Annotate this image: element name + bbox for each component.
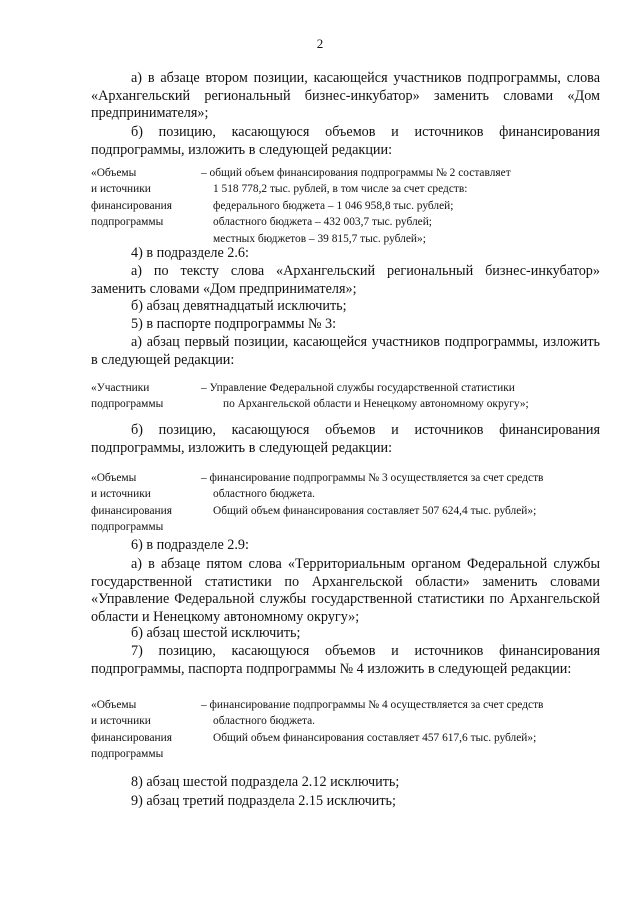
table-left-line: и источники — [91, 183, 151, 196]
table-right-line: Общий объем финансирования составляет 457 617,6 тыс. рублей»; — [213, 731, 537, 744]
paragraph-b3: б) позицию, касающуюся объемов и источников финансирования подпрограммы, изложить в следующей редакции: — [91, 422, 600, 456]
paragraph-item7: 7) позицию, касающуюся объемов и источников финансирования подпрограммы, паспорта подпрограммы № 4 изложить в следующей редакции: — [91, 643, 600, 677]
table-right-cell — [201, 697, 616, 746]
table-left-line: «Объемы — [91, 699, 137, 711]
table-left-line: финансирования — [91, 731, 172, 744]
paragraph-a2: а) по тексту слова «Архангельский региональный бизнес-инкубатор» заменить словами «Дом предпринимателя»; — [91, 263, 600, 297]
table-right-line: Общий объем финансирования составляет 507 624,4 тыс. рублей»; — [213, 504, 537, 517]
paragraph-a4: а) в абзаце пятом слова «Территориальным органом Федеральной службы государственной статистики по Архангельской области» заменить словами «Управление Федеральной службы государственной статистики по Архангельской области и Ненецкому автономному округу»; — [91, 556, 600, 625]
table-left-line: и источники — [91, 488, 151, 501]
table-left-line: «Объемы — [91, 167, 137, 179]
table-right-line: – общий объем финансирования подпрограммы № 2 составляет — [201, 167, 511, 179]
table-left-cell — [91, 165, 199, 231]
table-left-line: подпрограммы — [91, 521, 164, 534]
paragraph-item5: 5) в паспорте подпрограммы № 3: — [131, 316, 337, 332]
table-left-line: «Участники — [91, 382, 150, 394]
paragraph-a3: а) абзац первый позиции, касающейся участников подпрограммы, изложить в следующей редакции: — [91, 334, 600, 368]
table-right-line: – Управление Федеральной службы государственной статистики — [201, 382, 515, 394]
table-right-line: областного бюджета – 432 003,7 тыс. рублей; — [213, 216, 432, 229]
paragraph-item6: 6) в подразделе 2.9: — [131, 537, 249, 553]
table-right-line: – финансирование подпрограммы № 3 осуществляется за счет средств — [201, 472, 544, 484]
paragraph-b1: б) позицию, касающуюся объемов и источников финансирования подпрограммы, изложить в следующей редакции: — [91, 124, 600, 158]
table-right-cell — [201, 380, 616, 413]
table-left-cell — [91, 380, 199, 413]
table-left-line: и источники — [91, 715, 151, 728]
paragraph-item8: 8) абзац шестой подраздела 2.12 исключить; — [131, 774, 400, 790]
table-left-line: «Объемы — [91, 472, 137, 484]
table-left-line: подпрограммы — [91, 748, 164, 761]
page-number: 2 — [316, 36, 324, 51]
table-left-line: финансирования — [91, 199, 172, 212]
table-right-line: по Архангельской области и Ненецкому автономному округу»; — [223, 398, 529, 411]
paragraph-b2: б) абзац девятнадцатый исключить; — [131, 298, 347, 314]
table-right-line: областного бюджета. — [213, 488, 316, 501]
table-left-line: подпрограммы — [91, 216, 164, 229]
table-left-cell — [91, 697, 199, 763]
paragraph-b4: б) абзац шестой исключить; — [131, 625, 301, 641]
table-left-line: финансирования — [91, 504, 172, 517]
table-right-line: – финансирование подпрограммы № 4 осуществляется за счет средств — [201, 699, 544, 711]
table-left-cell — [91, 470, 199, 536]
paragraph-item9: 9) абзац третий подраздела 2.15 исключить; — [131, 793, 396, 809]
table-right-line: местных бюджетов – 39 815,7 тыс. рублей»; — [213, 232, 426, 245]
table-right-cell — [201, 470, 616, 519]
table-right-line: 1 518 778,2 тыс. рублей, в том числе за счет средств: — [213, 183, 468, 196]
paragraph-a1: а) в абзаце втором позиции, касающейся участников подпрограммы, слова «Архангельский региональный бизнес-инкубатор» заменить словами «Дом предпринимателя»; — [91, 70, 600, 122]
table-left-line: подпрограммы — [91, 398, 164, 411]
table-right-cell — [201, 165, 616, 247]
table-right-line: областного бюджета. — [213, 715, 316, 728]
table-right-line: федерального бюджета – 1 046 958,8 тыс. рублей; — [213, 199, 454, 212]
paragraph-item4: 4) в подразделе 2.6: — [131, 245, 249, 261]
